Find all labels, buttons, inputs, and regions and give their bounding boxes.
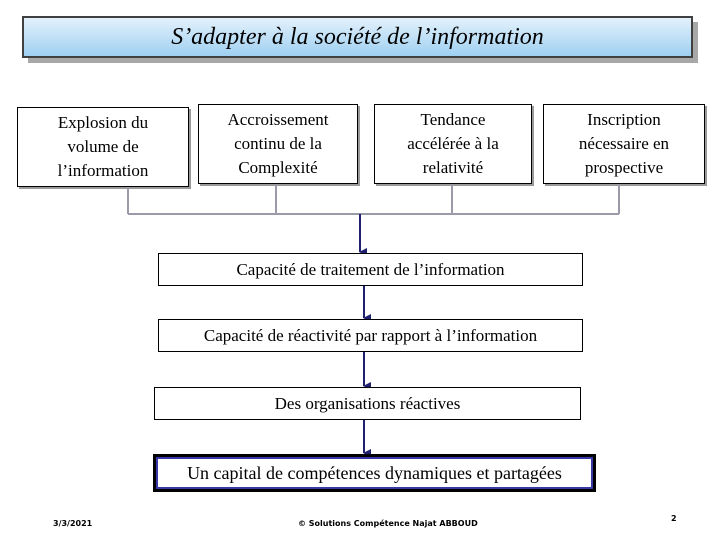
footer-date: 3/3/2021 — [53, 519, 93, 528]
flow-box-reactivity — [158, 319, 583, 352]
flow-box-processing — [158, 253, 583, 286]
flow-box-organisations — [154, 387, 581, 420]
flow-box-label: Des organisations réactives — [274, 393, 461, 413]
flow-box-capital — [153, 454, 596, 492]
source-box-label: Tendance accélérée à la relativité — [407, 110, 499, 177]
page-title: S’adapter à la société de l’information — [171, 23, 544, 50]
page-number: 2 — [671, 514, 677, 523]
source-box-label: Inscription nécessaire en prospective — [578, 110, 670, 177]
source-box-label: Explosion du volume de l’information — [57, 113, 149, 180]
flow-box-label: Un capital de compétences dynamiques et partagées — [187, 462, 562, 483]
flow-box-label: Capacité de traitement de l’information — [236, 259, 505, 279]
footer-credit: © Solutions Compétence Najat ABBOUD — [298, 519, 478, 528]
flow-box-label: Capacité de réactivité par rapport à l’information — [203, 325, 538, 345]
source-box-label: Accroissement continu de la Complexité — [227, 110, 329, 177]
